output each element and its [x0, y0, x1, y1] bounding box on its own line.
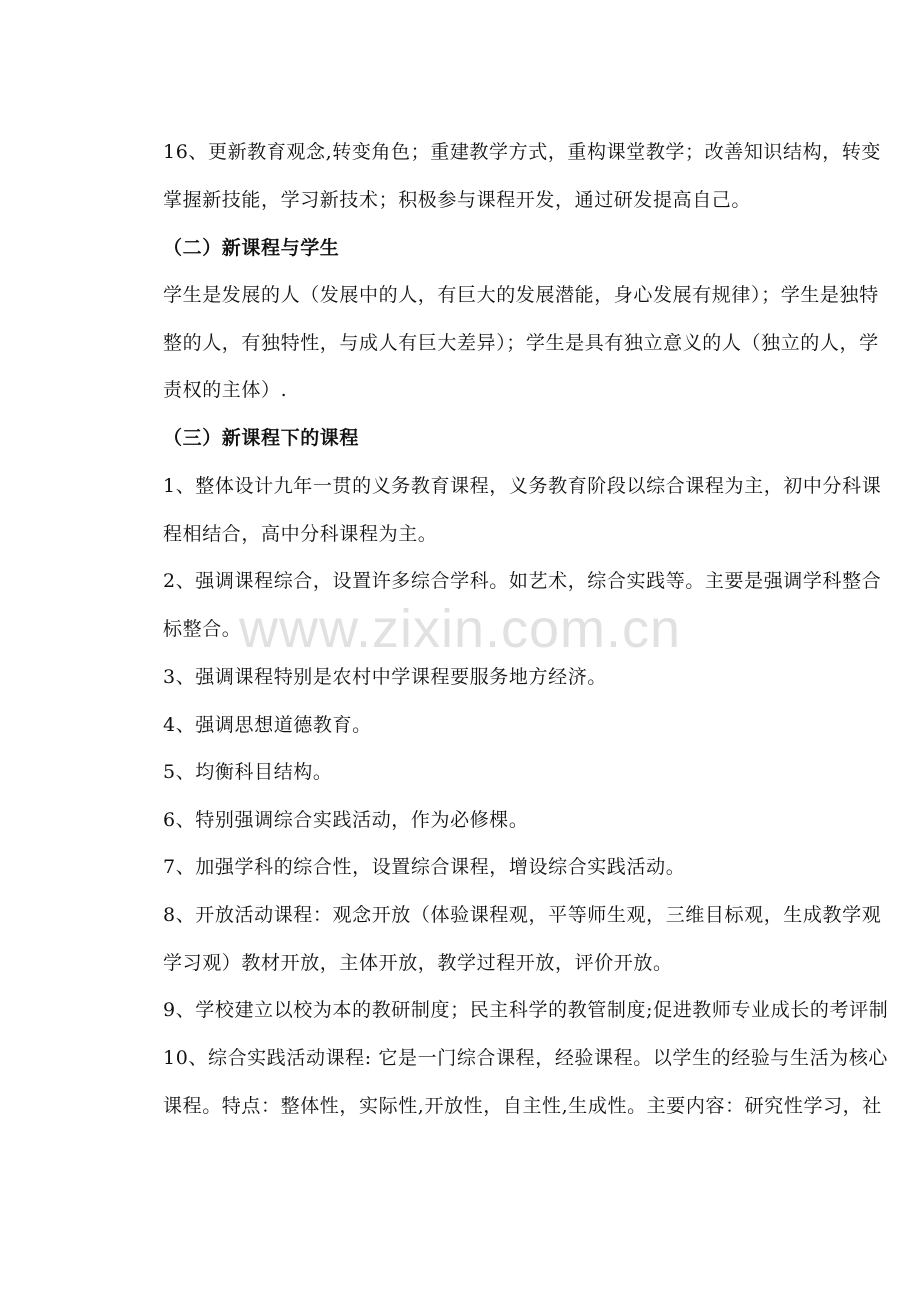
item-3: 3、强调课程特别是农村中学课程要服务地方经济。 — [163, 666, 607, 688]
watermark: www.zixin.com.cn — [238, 599, 682, 659]
item-2-line-2: 标整合。 — [163, 618, 242, 640]
item-2-line-1: 2、强调课程综合，设置许多综合学科。如艺术，综合实践等。主要是强调学科整合 — [163, 570, 882, 592]
item-1-line-2: 程相结合，高中分科课程为主。 — [163, 523, 438, 545]
paragraph-16-line-2: 掌握新技能，学习新技术；积极参与课程开发，通过研发提高自己。 — [163, 189, 752, 211]
student-paragraph-line-1: 学生是发展的人（发展中的人，有巨大的发展潜能，身心发展有规律）；学生是独特 — [163, 284, 879, 306]
item-10-line-2: 课程。特点：整体性，实际性,开放性，自主性,生成性。主要内容：研究性学习，社 — [163, 1095, 882, 1117]
item-8-line-2: 学习观）教材开放，主体开放，教学过程开放，评价开放。 — [163, 952, 673, 974]
paragraph-16-line-1: 16、更新教育观念,转变角色；重建教学方式，重构课堂教学；改善知识结构，转变 — [163, 141, 882, 163]
item-4: 4、强调思想道德教育。 — [163, 714, 372, 736]
item-1-line-1: 1、整体设计九年一贯的义务教育课程，义务教育阶段以综合课程为主，初中分科课 — [163, 475, 882, 497]
item-6: 6、特别强调综合实践活动，作为必修棵。 — [163, 809, 529, 831]
item-8-line-1: 8、开放活动课程：观念开放（体验课程观，平等师生观，三维目标观，生成教学观 — [163, 904, 882, 926]
section-heading-3: （三）新课程下的课程 — [163, 427, 360, 449]
student-paragraph-line-2: 整的人，有独特性，与成人有巨大差异）；学生是具有独立意义的人（独立的人，学 — [163, 332, 879, 354]
item-10-line-1: 10、综合实践活动课程: 它是一门综合课程，经验课程。以学生的经验与生活为核心 — [163, 1047, 889, 1069]
item-5: 5、均衡科目结构。 — [163, 761, 333, 783]
item-9: 9、学校建立以校为本的教研制度；民主科学的教管制度;促进教师专业成长的考评制 — [163, 999, 889, 1021]
item-7: 7、加强学科的综合性，设置综合课程，增设综合实践活动。 — [163, 856, 686, 878]
section-heading-2: （二）新课程与学生 — [163, 237, 340, 259]
student-paragraph-line-3: 责权的主体）. — [163, 379, 288, 401]
